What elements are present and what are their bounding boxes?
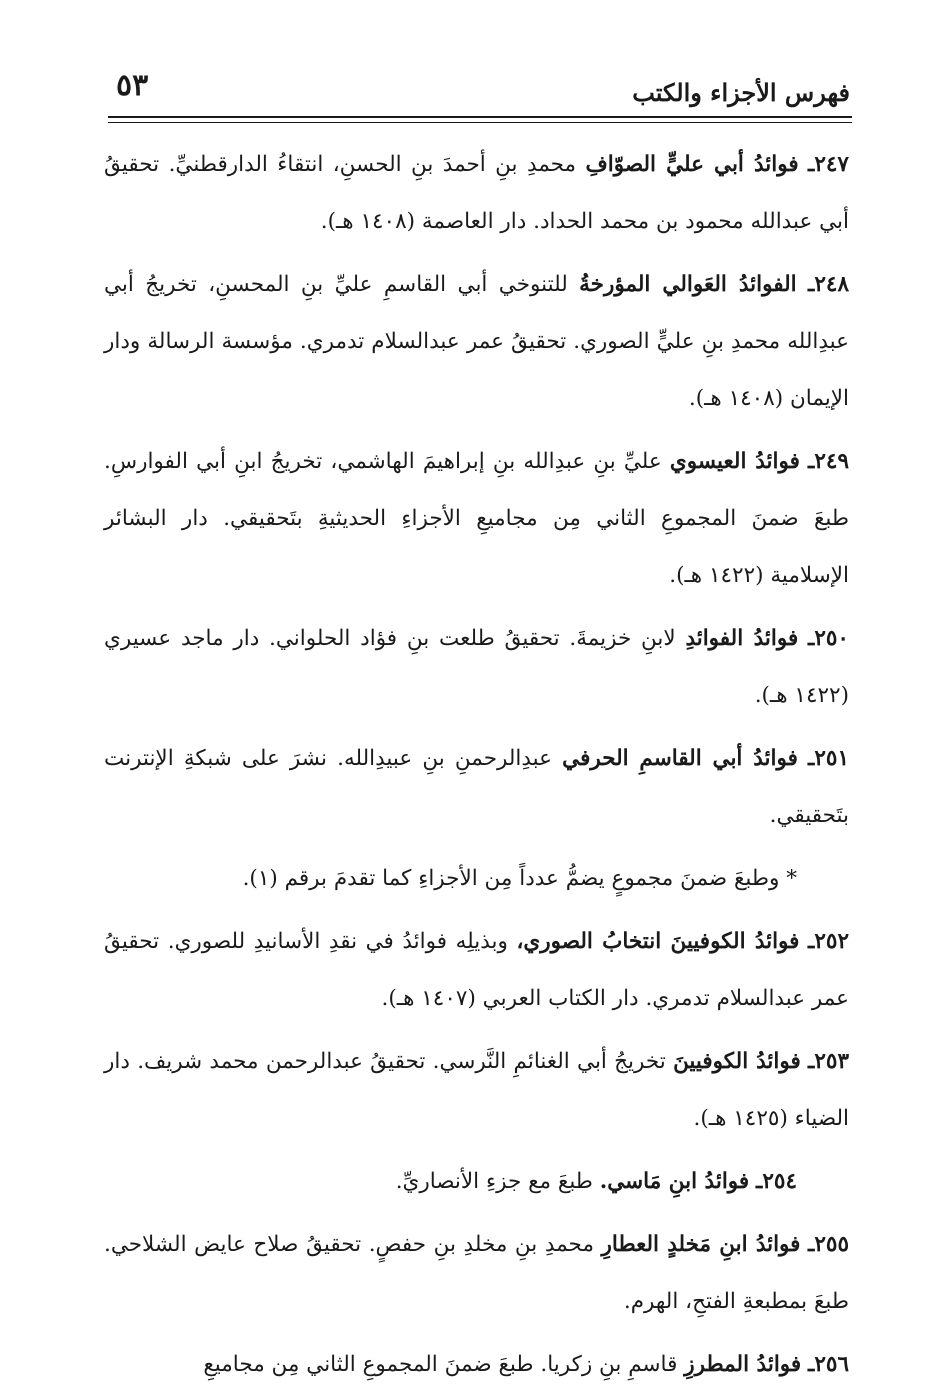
entry-254 xyxy=(104,1153,849,1210)
header-rule-thin xyxy=(108,122,852,123)
entries-list xyxy=(104,136,849,1399)
entry-title: الفوائدُ العَوالي المؤرخةُ xyxy=(579,272,797,297)
entry-dash: ـ xyxy=(808,272,815,297)
entry-title: فوائدُ الكوفيينَ انتخابُ الصوري، xyxy=(516,929,800,954)
entry-256 xyxy=(104,1336,849,1393)
entry-number: ٢٤٨ xyxy=(814,272,850,297)
entry-title: فوائدُ أبي عليٍّ الصوّافِ xyxy=(585,152,799,177)
entry-dash: ـ xyxy=(808,1352,815,1377)
entry-text: محمدِ بنِ أحمدَ بنِ الحسنِ، انتقاءُ الدارقطنيِّ. تحقيقُ أبي عبدالله محمود بن محمد الحداد. دار العاصمة (١٤٠٨ هـ). xyxy=(104,152,849,234)
entry-title: فوائدُ المطرزِ xyxy=(684,1352,802,1377)
entry-number: ٢٥٣ xyxy=(814,1049,849,1074)
entry-number: ٢٥٥ xyxy=(814,1232,849,1257)
header-rule-thick xyxy=(108,116,852,118)
entry-dash: ـ xyxy=(808,929,815,954)
entry-248 xyxy=(104,256,849,427)
entry-text: طبعَ مع جزءِ الأنصاريِّ. xyxy=(395,1169,593,1194)
entry-253 xyxy=(104,1033,849,1147)
entry-number: ٢٥٢ xyxy=(814,929,849,954)
entry-title: فوائدُ العيسوي xyxy=(669,449,800,474)
entry-text: تخريجُ أبي الغنائمِ النَّرسي. تحقيقُ عبدالرحمن محمد شريف. دار الضياء (١٤٢٥ هـ). xyxy=(104,1049,849,1131)
entry-250 xyxy=(104,610,849,724)
entry-title: فوائدُ ابنِ مَاسي. xyxy=(599,1169,750,1194)
entry-text: محمدِ بنِ مخلدِ بنِ حفصٍ. تحقيقُ صلاح عايض الشلاحي. طبعَ بمطبعةِ الفتحِ، الهرم. xyxy=(104,1232,849,1314)
entry-text: عبدِالرحمنِ بنِ عبيدِالله. نشرَ على شبكةِ الإنترنت بتَحقيقي. xyxy=(104,746,849,828)
entry-249 xyxy=(104,433,849,604)
entry-dash: ـ xyxy=(808,746,815,771)
entry-247 xyxy=(104,136,849,250)
entry-255 xyxy=(104,1216,849,1330)
entry-252 xyxy=(104,913,849,1027)
entry-dash: ـ xyxy=(808,449,815,474)
entry-text: وبذيلِه فوائدُ في نقدِ الأسانيدِ للصوري. تحقيقُ عمر عبدالسلام تدمري. دار الكتاب العربي (١٤٠٧ هـ). xyxy=(104,929,849,1011)
entry-title: فوائدُ الكوفيينَ xyxy=(673,1049,801,1074)
entry-number: ٢٥٠ xyxy=(814,626,849,651)
entry-number: ٢٤٩ xyxy=(814,449,850,474)
entry-number: ٢٤٧ xyxy=(814,152,849,177)
entry-title: فوائدُ ابنِ مَخلدٍ العطارِ xyxy=(601,1232,801,1257)
entry-text: لابنِ خزيمةَ. تحقيقُ طلعت بنِ فؤاد الحلواني. دار ماجد عسيري (١٤٢٢ هـ). xyxy=(104,626,849,708)
entry-title: فوائدُ الفوائدِ xyxy=(685,626,799,651)
entry-dash: ـ xyxy=(808,626,815,651)
entry-note xyxy=(104,850,849,907)
entry-number: ٢٥٤ xyxy=(762,1169,797,1194)
page-number: ٥٣ xyxy=(116,68,149,103)
entry-title: فوائدُ أبي القاسمِ الحرفي xyxy=(562,746,798,771)
entry-251 xyxy=(104,730,849,844)
note-text: * وطبعَ ضمنَ مجموعٍ يضمُّ عدداً مِن الأجزاءِ كما تقدمَ برقم (١). xyxy=(242,866,797,891)
entry-text: للتنوخي أبي القاسمِ عليِّ بنِ المحسنِ، تخريجُ أبي عبدِالله محمدِ بنِ عليٍّ الصوري. تحقيقُ عمر عبدالسلام تدمري. مؤسسة الرسالة ودار الإيمان (١٤٠٨ هـ). xyxy=(104,272,849,411)
entry-number: ٢٥٦ xyxy=(814,1352,849,1377)
entry-text: عليِّ بنِ عبدِالله بنِ إبراهيمَ الهاشمي، تخريجُ ابنِ أبي الفوارسِ. طبعَ ضمنَ المجموعِ الثاني مِن مجاميعِ الأجزاءِ الحديثيةِ بتَحقيقي. دار البشائر الإسلامية (١٤٢٢ هـ). xyxy=(104,449,849,588)
entry-text: قاسمِ بنِ زكريا. طبعَ ضمنَ المجموعِ الثاني مِن مجاميعِ xyxy=(203,1352,678,1377)
entry-dash: ـ xyxy=(808,1232,815,1257)
running-title: فهرس الأجزاء والكتب xyxy=(632,78,850,107)
entry-dash: ـ xyxy=(756,1169,763,1194)
entry-dash: ـ xyxy=(808,152,815,177)
entry-number: ٢٥١ xyxy=(814,746,849,771)
entry-dash: ـ xyxy=(808,1049,815,1074)
page-header xyxy=(108,62,850,122)
